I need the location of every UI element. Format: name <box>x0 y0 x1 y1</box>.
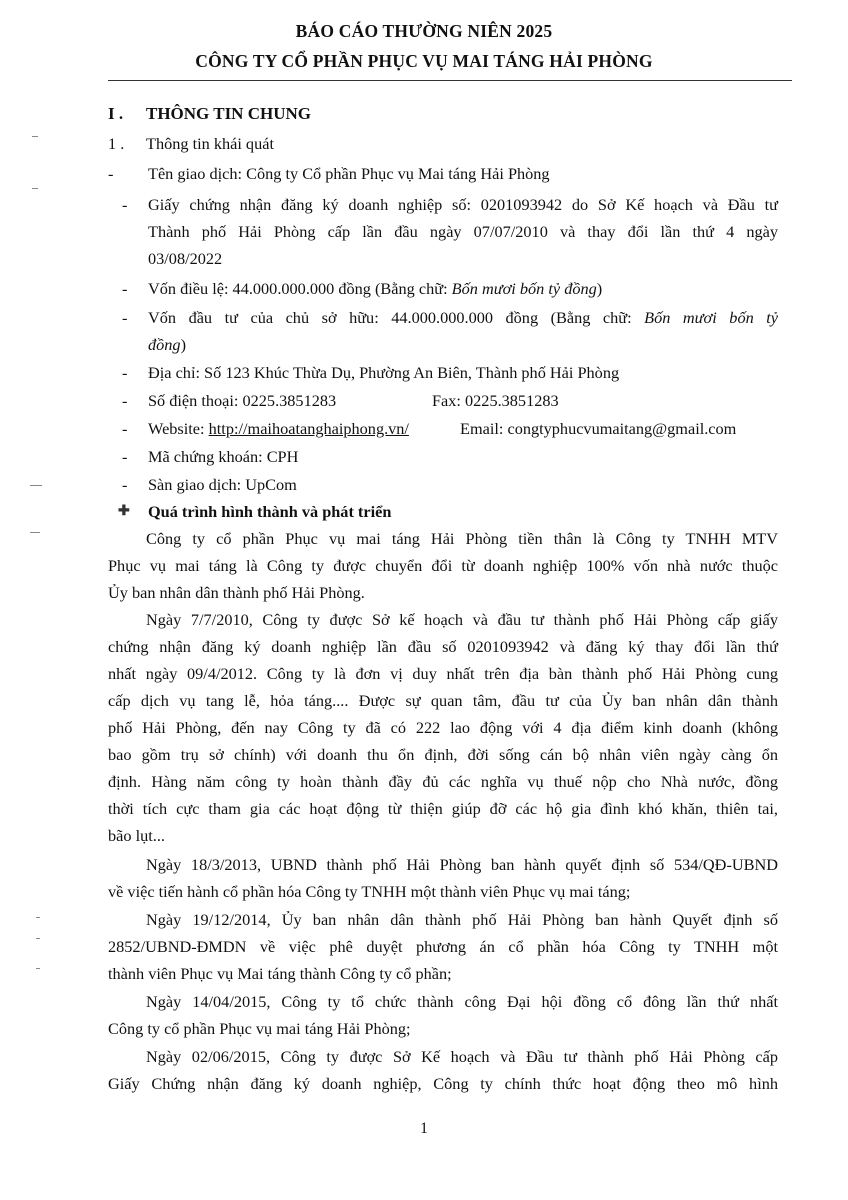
stock-exchange: Sàn giao dịch: UpCom <box>148 475 297 494</box>
report-title: BÁO CÁO THƯỜNG NIÊN 2025 <box>295 21 553 41</box>
bullet-dash: - <box>122 363 128 382</box>
section-title: THÔNG TIN CHUNG <box>146 104 311 123</box>
history-line: Ngày 18/3/2013, UBND thành phố Hải Phòng ban hành quyết định số 534/QĐ-UBND <box>146 855 778 874</box>
subsection-number: 1 . <box>108 134 125 153</box>
fax-number: Fax: 0225.3851283 <box>432 391 559 410</box>
history-line: Ngày 7/7/2010, Công ty được Sở kế hoạch và đầu tư thành phố Hải Phòng cấp giấy <box>146 610 778 629</box>
owner-capital-text: Vốn đầu tư của chủ sở hữu: 44.000.000.000 đồng (Bằng chữ: <box>148 308 645 327</box>
bullet-dash: - <box>122 447 128 466</box>
company-name: CÔNG TY CỔ PHẦN PHỤC VỤ MAI TÁNG HẢI PHÒNG <box>195 51 653 71</box>
margin-mark <box>36 917 40 918</box>
charter-capital <box>148 279 602 299</box>
page-number: 1 <box>420 1120 428 1137</box>
owner-capital-words-cont: đồng <box>148 335 181 354</box>
email-address: Email: congtyphucvumaitang@gmail.com <box>460 419 737 438</box>
header-divider <box>108 80 792 81</box>
bullet-dash: - <box>108 164 114 183</box>
section-number: I . <box>108 104 124 123</box>
history-line: thời tích cực tham gia các hoạt động từ thiện giúp đỡ các hộ gia đình khó khăn, thiên tai, <box>108 799 778 818</box>
history-line: định. Hàng năm công ty hoàn thành đầy đủ các nghĩa vụ thuế nộp cho Nhà nước, đồng <box>108 772 778 791</box>
history-line: cấp dịch vụ tang lễ, hỏa táng.... Được sự quan tâm, đầu tư của Ủy ban nhân dân thành <box>108 691 778 710</box>
owner-capital-close: ) <box>180 335 186 354</box>
registration-cert-line-1: Giấy chứng nhận đăng ký doanh nghiệp số: 0201093942 do Sở Kế hoạch và Đầu tư <box>148 195 778 214</box>
margin-mark <box>36 968 40 969</box>
history-line: chứng nhận đăng ký doanh nghiệp lần đầu số 0201093942 và đăng ký thay đổi lần thứ <box>108 637 778 656</box>
subsection-title: Thông tin khái quát <box>146 134 274 153</box>
owner-capital-line-1 <box>148 308 778 328</box>
bullet-dash: - <box>122 308 128 327</box>
history-line: Công ty cổ phần Phục vụ mai táng Hải Phòng; <box>108 1019 411 1038</box>
website-label: Website: <box>148 419 209 438</box>
bullet-dash: - <box>122 475 128 494</box>
trade-name: Tên giao dịch: Công ty Cổ phần Phục vụ Mai táng Hải Phòng <box>148 164 550 183</box>
history-heading: Quá trình hình thành và phát triển <box>148 502 392 521</box>
history-line: 2852/UBND-ĐMDN về việc phê duyệt phương án cổ phần hóa Công ty TNHH một <box>108 937 778 956</box>
charter-capital-words: Bốn mươi bốn tỷ đồng <box>451 279 597 298</box>
history-line: Phục vụ mai táng là Công ty được chuyển đổi từ doanh nghiệp 100% vốn nhà nước thuộc <box>108 556 778 575</box>
address: Địa chỉ: Số 123 Khúc Thừa Dụ, Phường An Biên, Thành phố Hải Phòng <box>148 363 620 382</box>
owner-capital-words: Bốn mươi bốn tỷ <box>644 308 778 327</box>
phone-number: Số điện thoại: 0225.3851283 <box>148 391 337 410</box>
margin-mark <box>30 485 42 486</box>
history-line: Ủy ban nhân dân thành phố Hải Phòng. <box>108 583 365 602</box>
bullet-dash: - <box>122 279 128 298</box>
charter-capital-text: Vốn điều lệ: 44.000.000.000 đồng (Bằng chữ: <box>148 279 452 298</box>
history-line: Ngày 19/12/2014, Ủy ban nhân dân thành phố Hải Phòng ban hành Quyết định số <box>146 910 778 929</box>
margin-mark <box>30 532 40 533</box>
history-line: phố Hải Phòng, đến nay Công ty đã có 222 lao động với 4 địa điểm kinh doanh (không <box>108 718 778 737</box>
charter-capital-close: ) <box>596 279 603 298</box>
bullet-dash: - <box>122 195 128 214</box>
bullet-dash: - <box>122 391 128 410</box>
history-line: bao gồm trụ sở chính) với doanh thu ổn định, đời sống cán bộ nhân viên ngày càng ổn <box>108 745 778 764</box>
stock-code: Mã chứng khoán: CPH <box>148 447 299 466</box>
registration-cert-line-2: Thành phố Hải Phòng cấp lần đầu ngày 07/07/2010 và thay đổi lần thứ 4 ngày <box>148 222 778 241</box>
history-line: thành viên Phục vụ Mai táng thành Công ty cổ phần; <box>108 964 452 983</box>
margin-mark <box>32 188 38 189</box>
registration-cert-line-3: 03/08/2022 <box>148 249 223 268</box>
margin-mark <box>36 938 40 939</box>
history-line: Ngày 14/04/2015, Công ty tổ chức thành công Đại hội đồng cổ đông lần thứ nhất <box>146 992 778 1011</box>
website-line <box>148 419 409 439</box>
bullet-dash: - <box>122 419 128 438</box>
plus-icon: ✚ <box>118 504 130 519</box>
owner-capital-line-2 <box>148 335 186 355</box>
history-line: Ngày 02/06/2015, Công ty được Sở Kế hoạch và Đầu tư thành phố Hải Phòng cấp <box>146 1047 778 1066</box>
margin-mark <box>32 136 38 137</box>
history-line: nhất ngày 09/4/2012. Công ty là đơn vị duy nhất trên địa bàn thành phố Hải Phòng cung <box>108 664 778 683</box>
history-line: Công ty cổ phần Phục vụ mai táng Hải Phòng tiền thân là Công ty TNHH MTV <box>146 529 778 548</box>
history-line: về việc tiến hành cổ phần hóa Công ty TNHH một thành viên Phục vụ mai táng; <box>108 882 631 901</box>
history-line: Giấy Chứng nhận đăng ký doanh nghiệp, Công ty chính thức hoạt động theo mô hình <box>108 1074 778 1093</box>
history-line: bão lụt... <box>108 826 165 845</box>
website-link[interactable]: http://maihoatanghaiphong.vn/ <box>208 419 409 438</box>
